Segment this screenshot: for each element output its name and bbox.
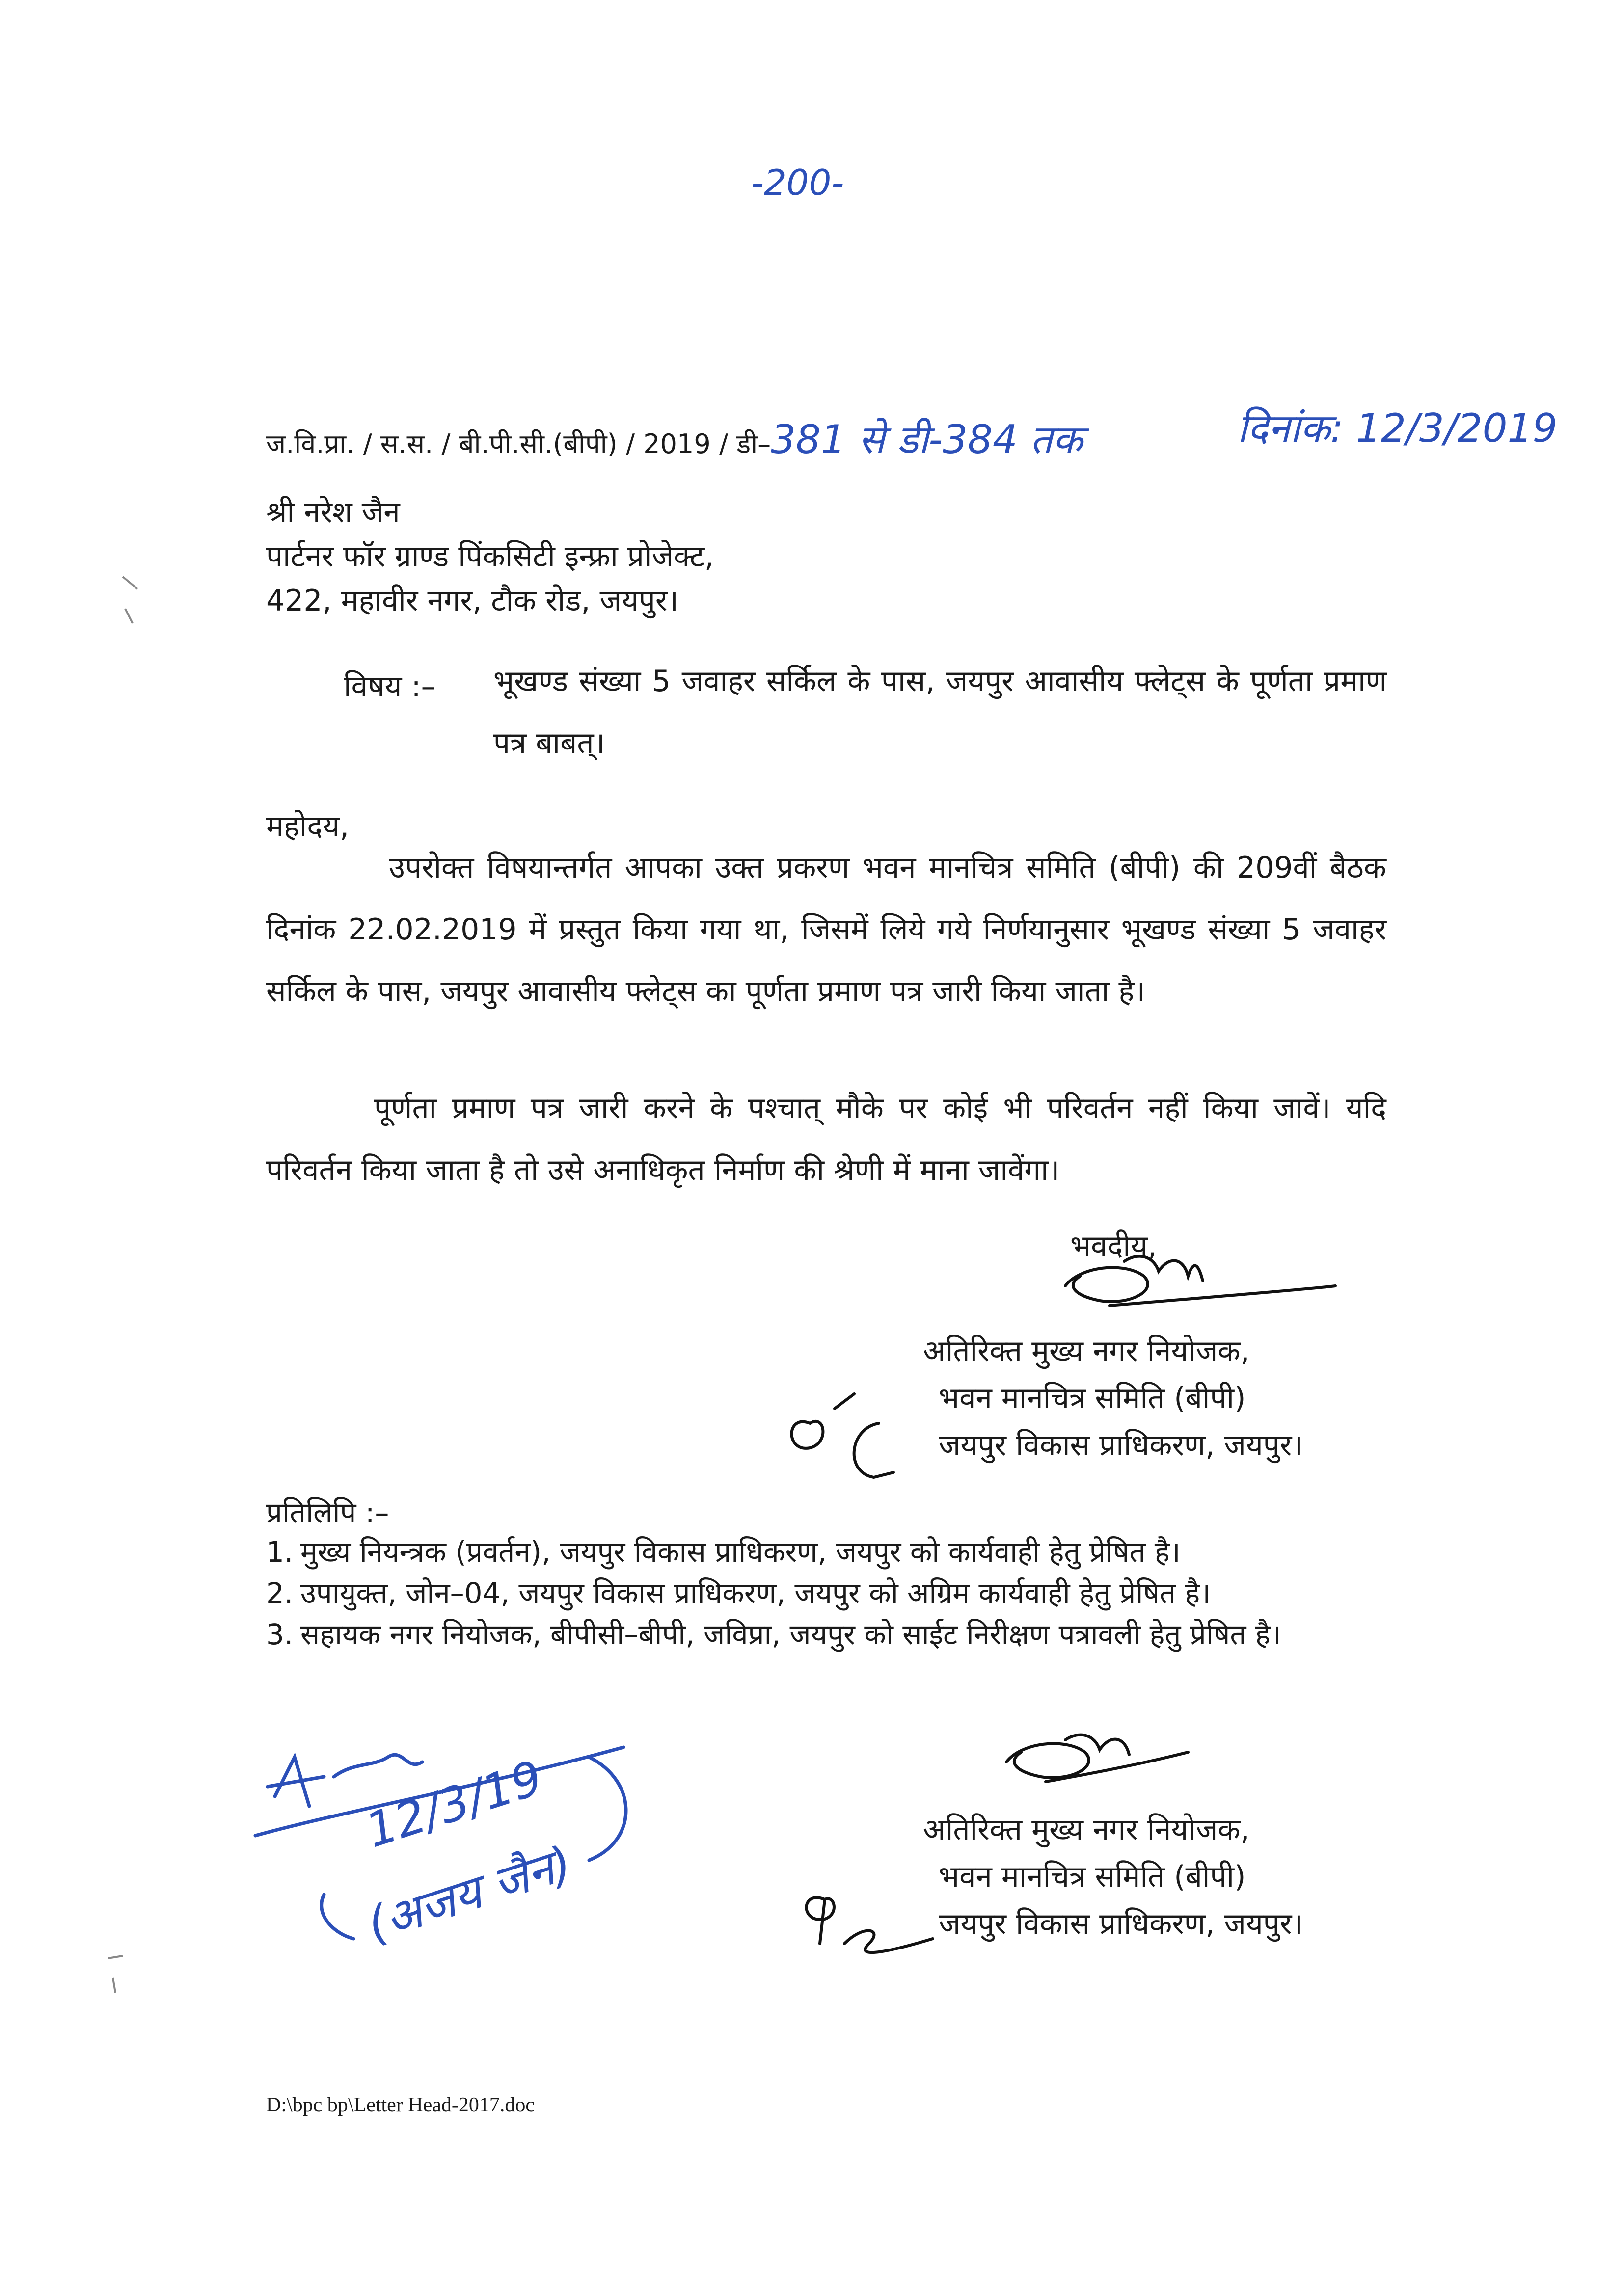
list-item: 3. सहायक नगर नियोजक, बीपीसी–बीपी, जविप्रा, जयपुर को साईट निरीक्षण पत्रावली हेतु प्रेषित है। — [266, 1618, 1281, 1651]
addressee-address: 422, महावीर नगर, टौक रोड, जयपुर। — [266, 584, 679, 618]
signatory-committee: भवन मानचित्र समिति (बीपी) — [939, 1860, 1246, 1894]
signatory-office: जयपुर विकास प्राधिकरण, जयपुर। — [939, 1907, 1303, 1941]
handwritten-date: दिनांक: 12/3/2019 — [1237, 405, 1558, 451]
signature-2 — [1006, 1735, 1188, 1782]
signature-1 — [1065, 1256, 1335, 1306]
signatory-office: जयपुर विकास प्राधिकरण, जयपुर। — [939, 1428, 1303, 1463]
handwritten-date-note: 12/3/19 — [359, 1750, 549, 1859]
subject-text: भूखण्ड संख्या 5 जवाहर सर्किल के पास, जयपुर आवासीय फ्लेट्स के पूर्णता प्रमाण पत्र बाबत्। — [493, 664, 1387, 760]
signatory-designation: अतिरिक्त मुख्य नगर नियोजक, — [923, 1813, 1250, 1847]
signatory-committee: भवन मानचित्र समिति (बीपी) — [939, 1381, 1246, 1415]
reference-prefix: ज.वि.प्रा. / स.स. / बी.पी.सी.(बीपी) / 2019 / डी– — [266, 428, 771, 459]
handwritten-initials-blue — [255, 1747, 626, 1939]
initials-2 — [807, 1897, 933, 1952]
addressee-organization: पार्टनर फॉर ग्राण्ड पिंकसिटी इन्फ्रा प्रोजेक्ट, — [266, 539, 714, 574]
closing: भवदीय, — [1070, 1229, 1157, 1263]
handwritten-name-note: (अजय जैन) — [360, 1835, 579, 1953]
scan-marks — [108, 577, 137, 1993]
salutation: महोदय, — [266, 809, 350, 844]
initials-1 — [792, 1394, 894, 1477]
body-paragraph-1: उपरोक्त विषयान्तर्गत आपका उक्त प्रकरण भवन मानचित्र समिति (बीपी) की 209वीं बैठक दिनांक 22.02.2019 में प्रस्तुत किया गया था, जिसमें लिये गये निर्णयानुसार भूखण्ड संख्या 5 जवाहर सर्किल के पास, जयपुर आवासीय फ्लेट्स का पूर्णता प्रमाण पत्र जारी किया जाता है। — [266, 851, 1386, 1009]
body-paragraph-2: पूर्णता प्रमाण पत्र जारी करने के पश्चात् मौके पर कोई भी परिवर्तन नहीं किया जावें। यदि परिवर्तन किया जाता है तो उसे अनाधिकृत निर्माण की श्रेणी में माना जावेंगा। — [266, 1091, 1386, 1187]
list-item: 2. उपायुक्त, जोन–04, जयपुर विकास प्राधिकरण, जयपुर को अग्रिम कार्यवाही हेतु प्रेषित है। — [266, 1576, 1211, 1610]
handwritten-page-number: -200- — [751, 162, 844, 203]
addressee-name: श्री नरेश जैन — [266, 495, 400, 530]
footer-file-path: D:\bpc bp\Letter Head-2017.doc — [266, 2094, 535, 2116]
subject-label: विषय :– — [344, 669, 436, 704]
copy-label: प्रतिलिपि :– — [266, 1496, 389, 1529]
signatory-designation: अतिरिक्त मुख्य नगर नियोजक, — [923, 1334, 1250, 1368]
reference-handwritten: 381 से डी-384 तक — [771, 417, 1083, 462]
list-item: 1. मुख्य नियन्त्रक (प्रवर्तन), जयपुर विकास प्राधिकरण, जयपुर को कार्यवाही हेतु प्रेषित है। — [266, 1535, 1181, 1569]
